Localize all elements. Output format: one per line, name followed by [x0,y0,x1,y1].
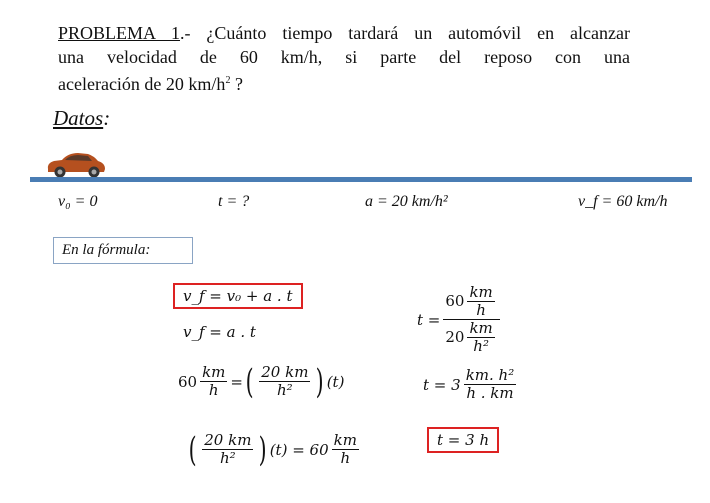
complex-fraction [443,284,499,355]
result-highlighted: t = 3 h [427,427,499,453]
fraction [464,367,517,402]
coef: 60 [178,372,198,391]
denominator: h² [220,449,236,467]
problem-label: PROBLEMA 1 [58,23,180,43]
problem-statement [58,21,630,93]
fraction [202,432,253,467]
t-term: (t) = 60 [269,440,329,459]
numerator: 20 km [204,431,252,449]
datum-vf: v_f = 60 km/h [578,193,668,210]
formula-label-box: En la fórmula: [53,237,193,264]
denominator: h² [277,381,293,399]
paren-left: ( [188,429,197,470]
superscript: 2 [225,75,231,86]
equals: = [230,372,243,391]
denominator: h [208,381,219,399]
coef: 20 [445,328,465,346]
numerator: km. h² [465,366,515,384]
paren-right: ) [259,429,268,470]
formula-rearranged [186,429,362,470]
numerator: km [469,283,493,301]
t-term: (t) [326,372,345,391]
formula-t-units [423,367,519,402]
formula-t-division [417,284,503,355]
fraction [332,432,359,467]
numerator: 20 km [261,363,309,381]
problem-line: aceleración de 20 km/h [58,74,226,94]
lhs: t = 3 [423,375,461,394]
denominator: h² [473,337,489,355]
coef: 60 [445,292,465,310]
fraction [200,364,227,399]
numerator [443,284,499,320]
lhs: t = [417,310,441,329]
numerator: km [469,319,493,337]
paren-right: ) [316,361,325,402]
datos-title: Datos [53,106,104,130]
formula-main-highlighted: v_f = v₀ + a . t [173,283,303,309]
denominator: h [340,449,351,467]
problem-line-end: ? [230,74,243,94]
problem-line: .- ¿Cuánto tiempo tardará un automóvil en alcanzar [179,23,630,43]
datos-heading: Datos: [53,106,111,130]
datum-t: t = ? [218,193,250,210]
datum-v0: v₀ = 0 [58,193,98,210]
problem-line: una velocidad de 60 km/h, si parte del reposo con una [58,47,630,67]
numerator: km [333,431,357,449]
paren-left: ( [245,361,254,402]
denominator: h [476,301,486,319]
road-line [30,177,692,182]
formula-simplified: v_f = a . t [183,323,256,341]
datum-a: a = 20 km/h² [365,193,448,210]
numerator: km [202,363,226,381]
car-icon [44,151,108,179]
formula-substituted [178,361,345,402]
denominator [445,320,497,355]
denominator: h . km [466,384,514,402]
fraction [259,364,310,399]
